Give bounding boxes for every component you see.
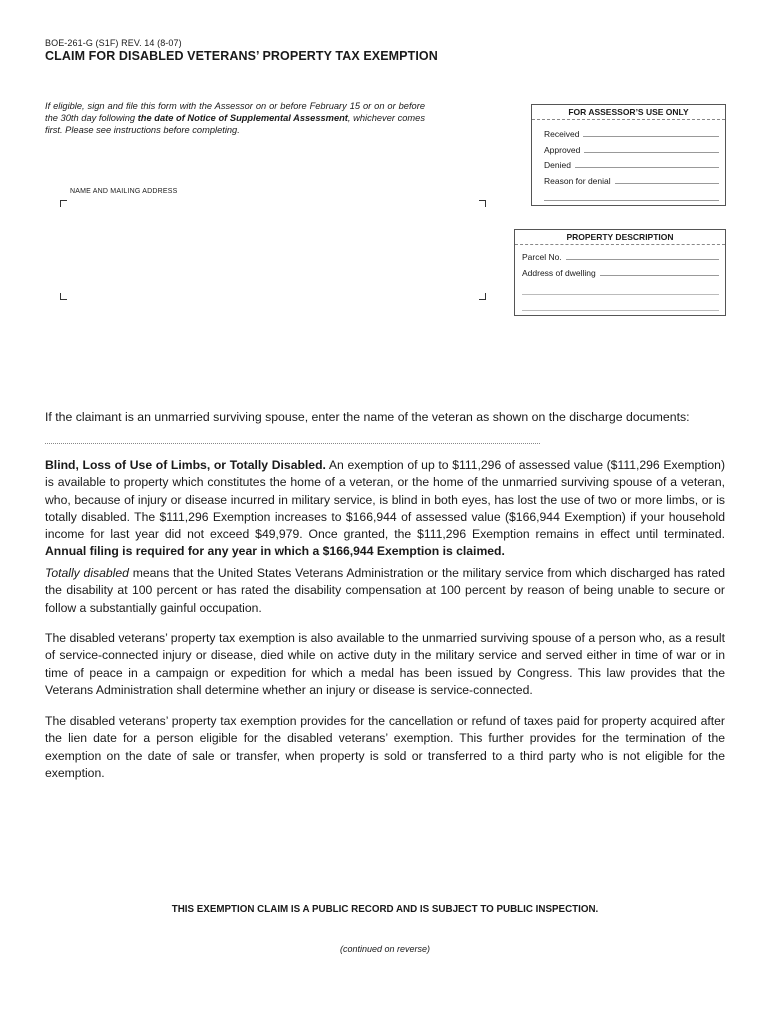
paragraph-totally-disabled <box>45 565 725 617</box>
parcel-label: Parcel No. <box>522 252 562 262</box>
received-field[interactable] <box>544 129 719 139</box>
instructions-text-1: If eligible, sign and file this form with the Assessor on or before February 15 or on or before the 30th day following <box>45 101 425 123</box>
instructions-text-2: , whichever comes first. Please see instructions before completing. <box>45 113 425 135</box>
continued-on-reverse: (continued on reverse) <box>339 944 431 954</box>
assessor-use-box <box>531 104 726 206</box>
address-of-dwelling-field[interactable] <box>522 268 719 278</box>
form-code: BOE-261-G (S1F) REV. 14 (8-07) <box>45 38 182 48</box>
reason-extra-line[interactable] <box>544 200 719 201</box>
denied-field[interactable] <box>544 160 719 170</box>
denied-label: Denied <box>544 160 571 170</box>
corner-mark-tr <box>479 200 486 207</box>
address-line-2[interactable] <box>522 294 719 295</box>
corner-mark-bl <box>60 293 67 300</box>
reason-for-denial-field[interactable] <box>544 176 719 186</box>
property-description-box <box>514 229 726 316</box>
annual-filing-note: Annual filing is required for any year in which a $166,944 Exemption is claimed. <box>45 544 505 559</box>
totally-disabled-term: Totally disabled <box>45 566 129 580</box>
paragraph-cancellation-refund: The disabled veterans’ property tax exemption provides for the cancellation or refund of taxes paid for property acquired after the lien date for a person eligible for the disabled veterans’ exemption. This further provides for the termination of the exemption on the date of sale or transfer, when property is sold or transferred to a third party who is not eligible for the exemption. <box>45 714 725 780</box>
approved-field[interactable] <box>544 145 719 155</box>
approved-label: Approved <box>544 145 581 155</box>
reason-label: Reason for denial <box>544 176 611 186</box>
public-record-notice: THIS EXEMPTION CLAIM IS A PUBLIC RECORD AND IS SUBJECT TO PUBLIC INSPECTION. <box>171 904 599 915</box>
paragraph-eligibility <box>45 457 725 561</box>
mailing-address-area[interactable] <box>60 200 486 300</box>
eligibility-body: An exemption of up to $111,296 of assessed value ($111,296 Exemption) is available to property which constitutes the home of a veteran, or the home of the unmarried surviving spouse of a veteran, who, because of injury or disease incurred in military service, is blind in both eyes, has lost the use of two or more limbs, or is totally disabled. The $111,296 Exemption increases to $166,944 of assessed value ($166,944 Exemption) if your household income for last year did not exceed $49,979. Once granted, the $111,296 Exemption remains in effect until terminated. <box>45 458 725 542</box>
property-box-title: PROPERTY DESCRIPTION <box>515 230 725 245</box>
eligibility-heading: Blind, Loss of Use of Limbs, or Totally Disabled. <box>45 458 326 472</box>
received-label: Received <box>544 129 580 139</box>
corner-mark-br <box>479 293 486 300</box>
address-label: Address of dwelling <box>522 268 596 278</box>
filing-instructions <box>45 100 425 136</box>
totally-disabled-body: means that the United States Veterans Administration or the military service from which discharged has rated the disability at 100 percent or has rated the disability compensation at 100 percent by reason of being unable to secure or follow a substantially gainful occupation. <box>45 566 726 615</box>
paragraph-surviving-spouse: The disabled veterans’ property tax exemption is also available to the unmarried surviving spouse of a person who, as a result of service-connected injury or disease, died while on active duty in the military service and served either in time of war or in time of peace in a campaign or expedition for which a medal has been issued by Congress. This law provides that the Veterans Administration shall determine whether an injury or disease is service-connected. <box>45 631 725 697</box>
assessor-box-title: FOR ASSESSOR’S USE ONLY <box>532 105 725 120</box>
form-title: CLAIM FOR DISABLED VETERANS’ PROPERTY TAX EXEMPTION <box>45 49 438 63</box>
corner-mark-tl <box>60 200 67 207</box>
parcel-number-field[interactable] <box>522 252 719 262</box>
mailing-address-label: NAME AND MAILING ADDRESS <box>70 188 178 195</box>
instructions-bold: the date of Notice of Supplemental Assessment <box>137 113 348 123</box>
address-line-3[interactable] <box>522 310 719 311</box>
veteran-name-field[interactable] <box>45 442 540 444</box>
veteran-name-prompt: If the claimant is an unmarried surviving spouse, enter the name of the veteran as shown on the discharge documents: <box>45 410 690 424</box>
